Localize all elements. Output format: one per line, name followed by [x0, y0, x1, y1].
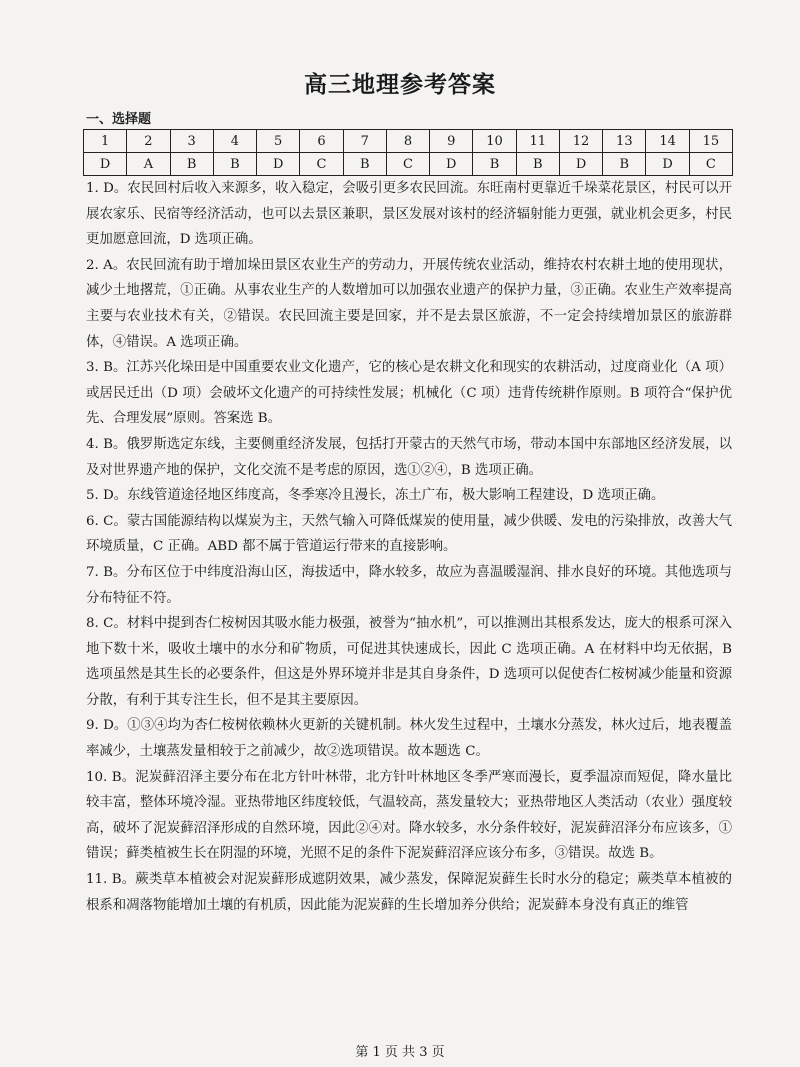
- answer-cell: C: [300, 153, 343, 176]
- answer-cell: C: [689, 153, 732, 176]
- question-number-cell: 14: [646, 130, 689, 153]
- question-number-cell: 11: [516, 130, 559, 153]
- explanations: [86, 176, 732, 918]
- question-number-cell: 1: [84, 130, 127, 153]
- explanation-paragraph: 11. B。蕨类草本植被会对泥炭藓形成遮阴效果，减少蒸发，保障泥炭藓生长时水分的稳定；蕨类草本植被的根系和凋落物能增加土壤的有机质，因此能为泥炭藓的生长增加养分供给；泥炭藓本身没有真正的维管: [86, 872, 732, 913]
- page-number: 第 1 页 共 3 页: [355, 1045, 445, 1060]
- explanation-paragraph: 5. D。东线管道途径地区纬度高，冬季寒冷且漫长，冻土广布，极大影响工程建设，D 选项正确。: [86, 488, 665, 504]
- explanation-paragraph: 9. D。①③④均为杏仁桉树依赖林火更新的关键机制。林火发生过程中，土壤水分蒸发，林火过后，地表覆盖率减少，土壤蒸发量相较于之前减少，故②选项错误。故本题选 C。: [86, 718, 732, 760]
- answer-cell: B: [516, 153, 559, 176]
- answer-table: [83, 129, 733, 176]
- explanation-paragraph: 2. A。农民回流有助于增加垛田景区农业生产的劳动力，开展传统农业活动，维持农村农耕土地的使用现状，减少土地撂荒，①正确。从事农业生产的人数增加可以加强农业遗产的保护力量，③正确。农业生产效率提高主要与农业技术有关，②错误。农民回流主要是回家，并不是去景区旅游，不一定会持续增加景区的旅游群体，④错误。A 选项正确。: [86, 257, 732, 350]
- answer-table-answer-row: [84, 153, 733, 176]
- question-number-cell: 13: [603, 130, 646, 153]
- question-number-cell: 5: [257, 130, 300, 153]
- question-number-cell: 8: [386, 130, 429, 153]
- answer-table-number-row: [84, 130, 733, 153]
- answer-cell: D: [84, 153, 127, 176]
- section-heading: 一、选择题: [86, 112, 152, 127]
- explanation-paragraph: 10. B。泥炭藓沼泽主要分布在北方针叶林带，北方针叶林地区冬季严寒而漫长，夏季温凉而短促，降水量比较丰富，整体环境冷湿。亚热带地区纬度较低，气温较高，蒸发量较大；亚热带地区人类活动（农业）强度较高，破坏了泥炭藓沼泽形成的自然环境，因此②④对。降水较多，水分条件较好，泥炭藓沼泽分布应该多，①错误；藓类植被生长在阴湿的环境，光照不足的条件下泥炭藓沼泽应该分布多，③错误。故选 B。: [86, 769, 732, 862]
- explanation-paragraph: 1. D。农民回村后收入来源多，收入稳定，会吸引更多农民回流。东旺南村更靠近千垛菜花景区，村民可以开展农家乐、民宿等经济活动，也可以去景区兼职，景区发展对该村的经济辐射能力更强，就业机会更多，村民更加愿意回流，D 选项正确。: [86, 181, 732, 248]
- question-number-cell: 2: [127, 130, 170, 153]
- answer-cell: C: [386, 153, 429, 176]
- answer-cell: A: [127, 153, 170, 176]
- answer-cell: D: [646, 153, 689, 176]
- answer-cell: B: [343, 153, 386, 176]
- explanation-paragraph: 3. B。江苏兴化垛田是中国重要农业文化遗产，它的核心是农耕文化和现实的农耕活动，过度商业化（A 项）或居民迁出（D 项）会破坏文化遗产的可持续性发展；机械化（C 项）违背传统耕作原则。B 项符合“保护优先、合理发展”原则。答案选 B。: [86, 360, 732, 427]
- explanation-paragraph: 6. C。蒙古国能源结构以煤炭为主，天然气输入可降低煤炭的使用量，减少供暖、发电的污染排放，改善大气环境质量，C 正确。ABD 都不属于管道运行带来的直接影响。: [86, 513, 732, 555]
- question-number-cell: 4: [213, 130, 256, 153]
- answer-cell: B: [213, 153, 256, 176]
- explanation-paragraph: 8. C。材料中提到杏仁桉树因其吸水能力极强，被誉为“抽水机”，可以推测出其根系发达，庞大的根系可深入地下数十米，吸收土壤中的水分和矿物质，可促进其快速成长，因此 C 选项正确。A 在材料中均无依据，B 选项虽然是其生长的必要条件，但这是外界环境并非是其自身条件，D 选项可以促使杏仁桉树减少能量和资源分散，有利于其专注生长，但不是其主要原因。: [86, 616, 732, 708]
- answer-cell: B: [603, 153, 646, 176]
- answer-cell: D: [559, 153, 602, 176]
- question-number-cell: 15: [689, 130, 732, 153]
- question-number-cell: 12: [559, 130, 602, 153]
- answer-cell: B: [170, 153, 213, 176]
- question-number-cell: 10: [473, 130, 516, 153]
- explanation-paragraph: 4. B。俄罗斯选定东线，主要侧重经济发展，包括打开蒙古的天然气市场，带动本国中东部地区经济发展，以及对世界遗产地的保护，文化交流不是考虑的原因，选①②④，B 选项正确。: [86, 436, 732, 478]
- explanation-paragraph: 7. B。分布区位于中纬度沿海山区，海拔适中，降水较多，故应为喜温暖湿润、排水良好的环境。其他选项与分布特征不符。: [86, 564, 732, 606]
- answer-cell: D: [257, 153, 300, 176]
- page-title: 高三地理参考答案: [304, 71, 496, 98]
- answer-cell: D: [430, 153, 473, 176]
- answer-cell: B: [473, 153, 516, 176]
- question-number-cell: 3: [170, 130, 213, 153]
- question-number-cell: 9: [430, 130, 473, 153]
- question-number-cell: 7: [343, 130, 386, 153]
- question-number-cell: 6: [300, 130, 343, 153]
